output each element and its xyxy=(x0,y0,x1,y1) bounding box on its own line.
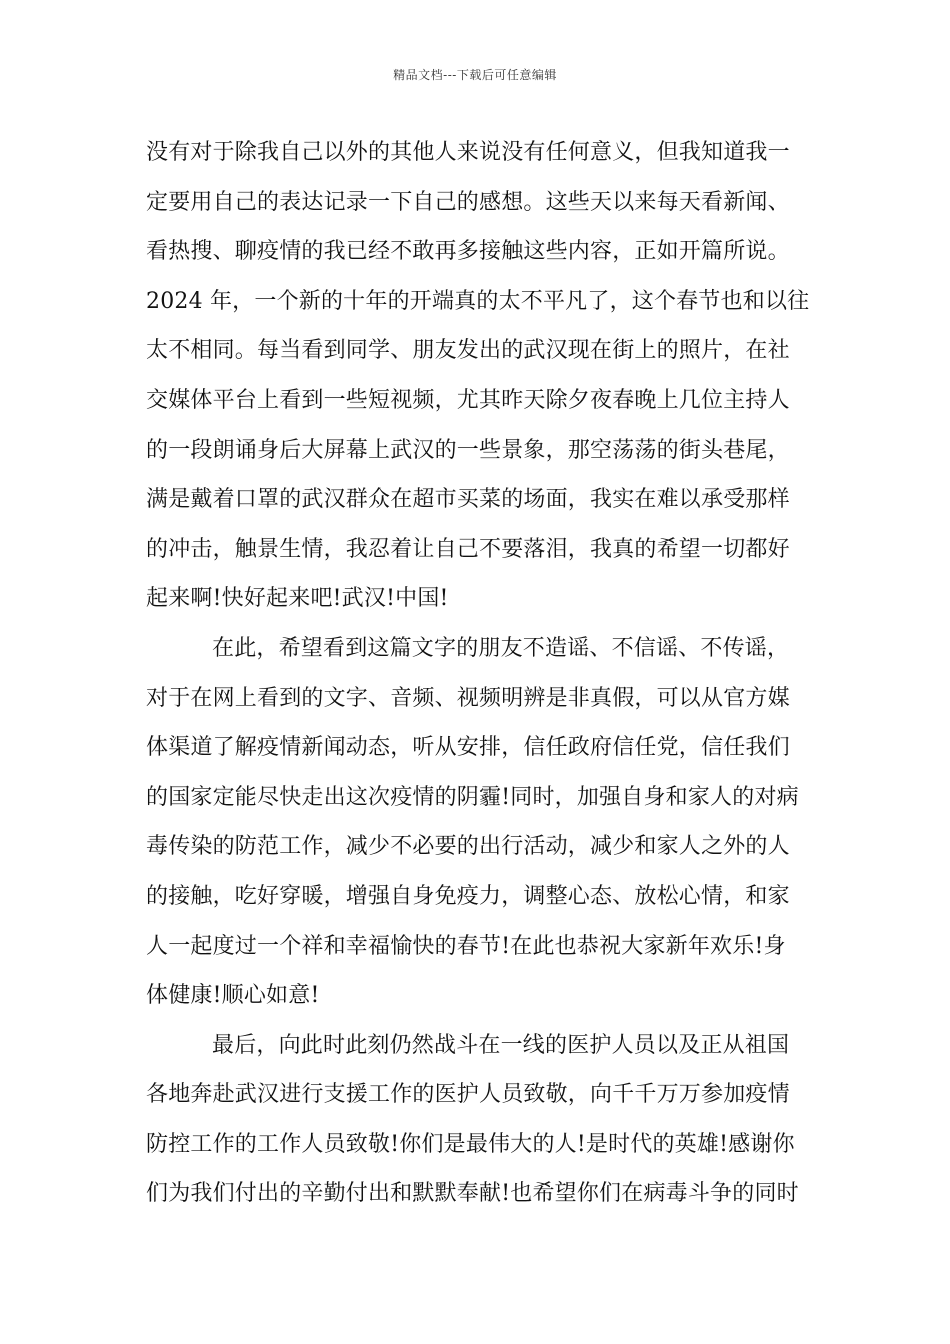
text-line: 们为我们付出的辛勤付出和默默奉献!也希望你们在病毒斗争的同时 xyxy=(146,1181,799,1207)
text-line: 人一起度过一个祥和幸福愉快的春节!在此也恭祝大家新年欢乐!身 xyxy=(146,933,786,959)
text-line: 的国家定能尽快走出这次疫情的阴霾!同时，加强自身和家人的对病 xyxy=(146,784,799,810)
page-header: 精品文档---下载后可任意编辑 xyxy=(393,68,557,82)
text-line: 防控工作的工作人员致敬!你们是最伟大的人!是时代的英雄!感谢你 xyxy=(146,1131,795,1157)
text-line: 看热搜、聊疫情的我已经不敢再多接触这些内容，正如开篇所说。 xyxy=(146,239,790,265)
text-line: 的接触，吃好穿暖，增强自身免疫力，调整心态、放松心情，和家 xyxy=(146,883,790,909)
text-line: 2024 年，一个新的十年的开端真的太不平凡了，这个春节也和以往 xyxy=(146,288,810,314)
text-line: 定要用自己的表达记录一下自己的感想。这些天以来每天看新闻、 xyxy=(146,189,790,215)
text-line: 各地奔赴武汉进行支援工作的医护人员致敬，向千千万万参加疫情 xyxy=(146,1082,790,1108)
text-line: 交媒体平台上看到一些短视频，尤其昨天除夕夜春晚上几位主持人 xyxy=(146,387,790,413)
text-line: 没有对于除我自己以外的其他人来说没有任何意义，但我知道我一 xyxy=(146,140,790,165)
paragraph-first-line: 最后，向此时此刻仍然战斗在一线的医护人员以及正从祖国 xyxy=(212,1032,790,1058)
text-line: 毒传染的防范工作，减少不必要的出行活动，减少和家人之外的人 xyxy=(146,834,790,860)
text-line: 体渠道了解疫情新闻动态，听从安排，信任政府信任党，信任我们 xyxy=(146,735,790,761)
text-line: 的一段朗诵身后大屏幕上武汉的一些景象，那空荡荡的街头巷尾， xyxy=(146,437,790,463)
text-line: 起来啊!快好起来吧!武汉!中国! xyxy=(146,586,449,612)
text-line: 对于在网上看到的文字、音频、视频明辨是非真假，可以从官方媒 xyxy=(146,685,790,711)
paragraph-first-line: 在此，希望看到这篇文字的朋友不造谣、不信谣、不传谣， xyxy=(212,635,790,661)
text-line: 体健康!顺心如意! xyxy=(146,983,320,1009)
text-line: 满是戴着口罩的武汉群众在超市买菜的场面，我实在难以承受那样 xyxy=(146,487,790,513)
text-line: 的冲击，触景生情，我忍着让自己不要落泪，我真的希望一切都好 xyxy=(146,536,790,562)
text-line: 太不相同。每当看到同学、朋友发出的武汉现在街上的照片，在社 xyxy=(146,338,790,364)
document-body xyxy=(146,128,822,1219)
